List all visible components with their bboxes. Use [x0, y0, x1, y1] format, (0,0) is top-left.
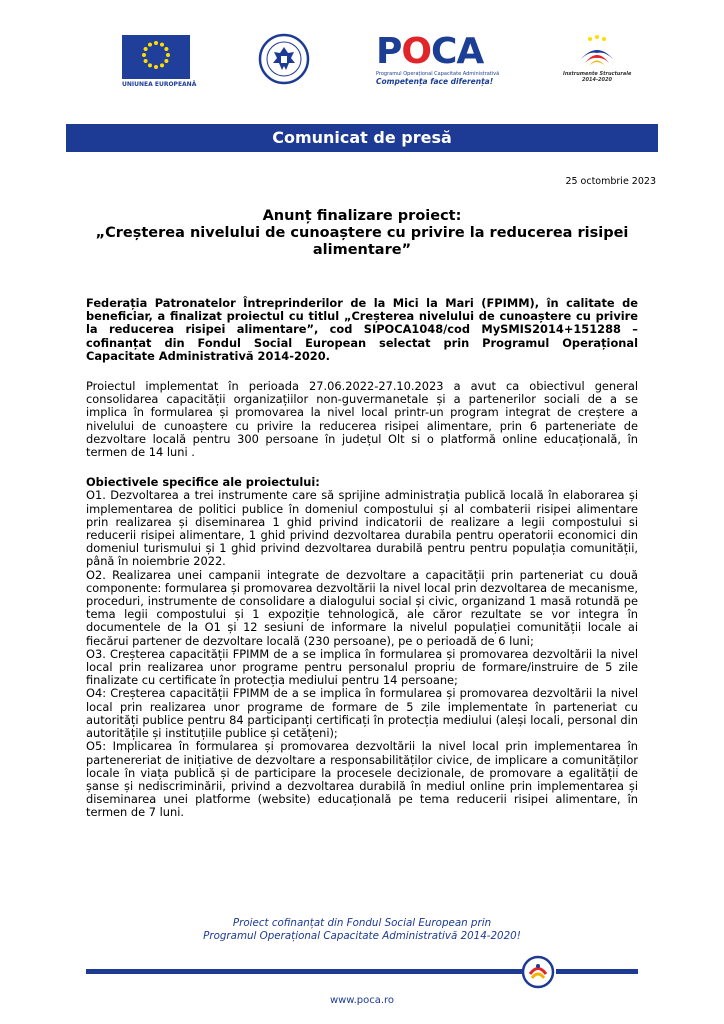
- instrumente-structurale-icon: [563, 33, 631, 67]
- objective-o2: O2. Realizarea unei campanii integrate de dezvoltare a capacității prin parteneriat cu două componente: formularea și promovarea dezvoltării la nivel local prin dezvoltarea de mecanisme, proceduri, instrumente de consolidare a dialogului social și civic, organizand 1 masă rotundă pe tema legii compostului și 1 expoziție tehnologică, ale căror rezultate se vor integra în documentele de la O1 și 12 sesiuni de informare la nivelul populației comunității locale ai fiecărui partener de dezvoltare locală (230 persoane), pe o perioadă de 6 luni;: [86, 567, 638, 648]
- eu-label: UNIUNEA EUROPEANĂ: [122, 81, 197, 88]
- press-release-banner: Comunicat de presă: [66, 124, 658, 152]
- document-title: [80, 208, 644, 259]
- document-body: [86, 297, 638, 820]
- funding-note-line-1: Proiect cofinanțat din Fondul Social European prin: [232, 917, 492, 929]
- poca-letter-o: O: [401, 31, 431, 72]
- footer-divider: [86, 969, 526, 974]
- footer-website-link[interactable]: www.poca.ro: [329, 995, 395, 1006]
- poca-logo: [376, 33, 504, 86]
- instrumente-label-2: 2014-2020: [582, 77, 612, 83]
- poca-wordmark: [376, 33, 504, 71]
- poca-badge-icon: [521, 955, 555, 989]
- footer-divider-right: [556, 969, 638, 974]
- intro-paragraph: Federația Patronatelor Întreprinderilor de la Mici la Mari (FPIMM), în calitate de beneficiar, a finalizat proiectul cu titlul „Creșterea nivelului de cunoaștere cu privire la reducerea risipei alimentare”, cod SIPOCA1048/cod MySMIS2014+151288 – cofinanțat din Fondul Social European selectat prin Programul Operațional Capacitate Administrativă 2014-2020.: [86, 296, 638, 363]
- objectives-heading: Obiectivele specifice ale proiectului:: [86, 475, 320, 490]
- instrumente-structurale-logo: [563, 33, 631, 83]
- objective-o3: O3. Creșterea capacității FPIMM de a se implica în formularea și promovarea dezvoltării la nivel local prin realizarea unor programe pentru personalul propriu de formare/instruire de 5 zile finalizate cu certificate în protecția mediului pentru 14 persoane;: [86, 646, 638, 688]
- government-seal-icon: [258, 33, 310, 85]
- eu-flag-icon: [122, 35, 190, 79]
- funding-note: [100, 917, 624, 943]
- poca-letters-ca: CA: [431, 31, 484, 72]
- general-objective-paragraph: Proiectul implementat în perioada 27.06.2022-27.10.2023 a avut ca obiectivul general consolidarea capacității organizațiilor non-guvermanetale și a partenerilor sociali de a se implica în formularea și promovarea la nivel local printr-un program integrat de creștere a nivelului de cunoaștere cu privire la reducerea risipei alimentare, prin 6 parteneriate de dezvoltare locală pentru 300 persoane în județul Olt si o platformă online educațională, în termen de 14 luni .: [86, 379, 638, 460]
- title-line-1: Anunț finalizare proiect:: [262, 208, 462, 224]
- release-date: 25 octombrie 2023: [565, 176, 656, 187]
- funding-note-line-2: Programul Operațional Capacitate Administrativă 2014-2020!: [203, 930, 521, 942]
- poca-subtitle: Programul Operațional Capacitate Administrativă: [376, 71, 500, 77]
- poca-letter-p: P: [376, 31, 402, 72]
- title-line-2: „Creșterea nivelului de cunoaștere cu privire la reducerea risipei alimentare”: [95, 225, 629, 258]
- instrumente-label-1: Instrumente Structurale: [563, 71, 632, 77]
- objective-o5: O5: Implicarea în formularea și promovarea dezvoltării la nivel local prin implementarea în partenereriat de inițiative de dezvoltare a responsabilităților civice, de implicare a comunităților locale în viața publică și de participare la procesele decizionale, de promovare a egalității de șanse și nediscriminării, privind a dezvoltarea durabilă în mediul online prin implementarea și diseminarea unei platforme (website) educațională pe tema reducerii risipei alimentare, în termen de 7 luni.: [86, 739, 638, 820]
- objective-o4: O4: Creșterea capacității FPIMM de a se implica în formularea și promovarea dezvoltării la nivel local prin realizarea unor programe de formare de 5 zile implementate în parteneriat cu autorități publice pentru 84 participanți certificați în protecția mediului (aleși locali, personal din autoritățile și instituțiile publice și cetățeni);: [86, 686, 638, 741]
- poca-tagline: Competența face diferența!: [376, 77, 494, 86]
- eu-logo: [122, 35, 197, 88]
- objective-o1: O1. Dezvoltarea a trei instrumente care să sprijine administrația publică locală în elaborarea și implementarea de politici publice în domeniul compostului și al combaterii risipei alimentare prin realizarea și diseminarea 1 ghid privind indicatorii de realizare a legii compostului si reducerii risipei alimentare, 1 ghid privind dezvoltarea durabila pentru operatorii economici din domeniul turismului și 1 ghid privind dezvoltarea durabilă pentru pentru populația comunității, până în noiembrie 2022.: [86, 488, 638, 569]
